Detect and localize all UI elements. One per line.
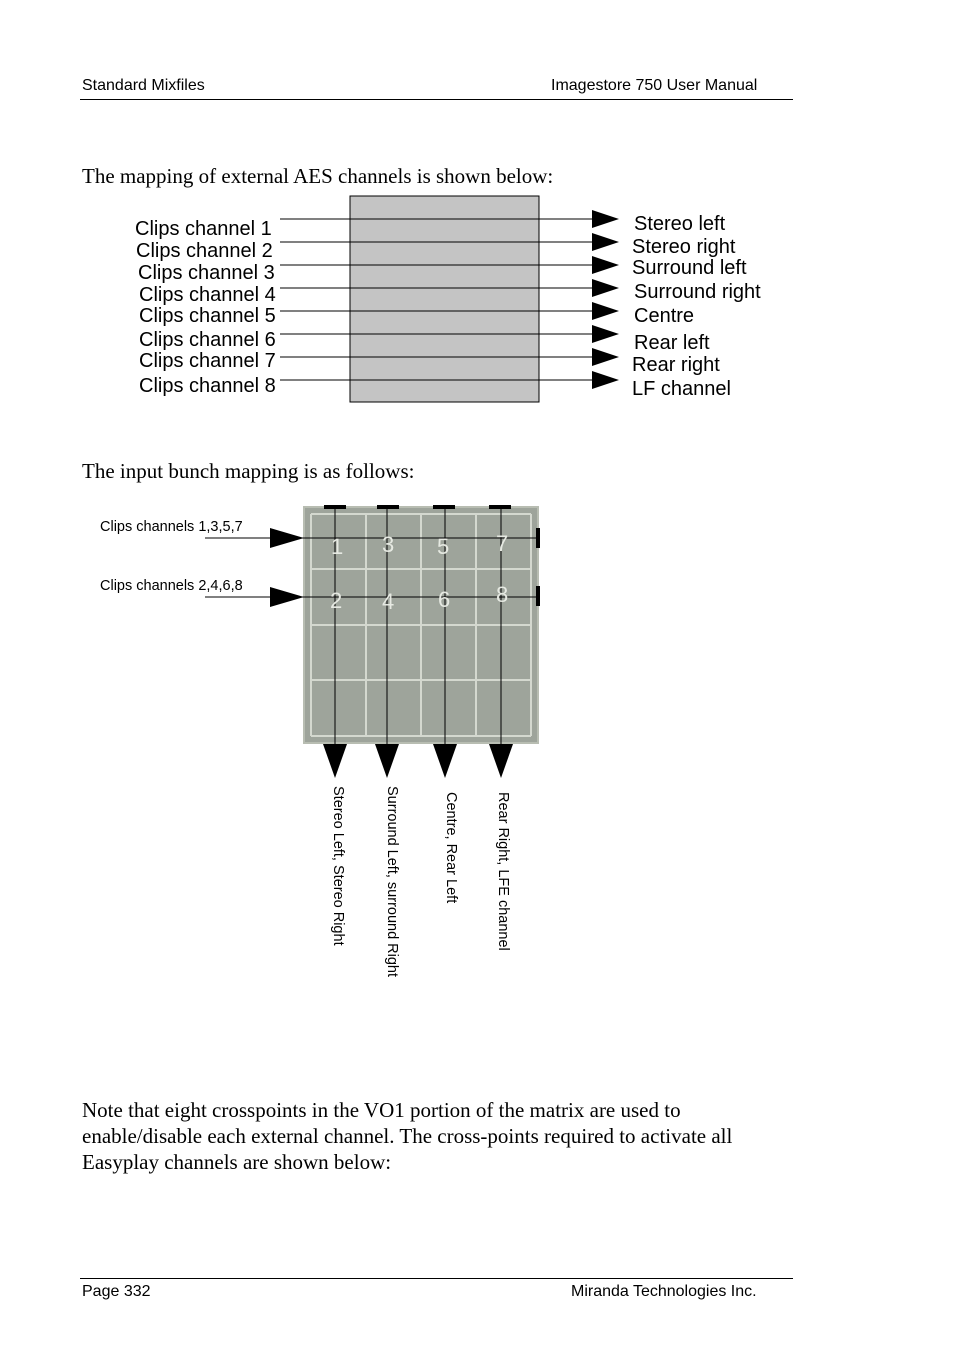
footer-rule	[80, 1278, 793, 1279]
aes-output-8: LF channel	[632, 378, 731, 400]
grid-number-6: 6	[438, 587, 451, 612]
aes-input-4: Clips channel 4	[139, 284, 276, 306]
header-left: Standard Mixfiles	[82, 77, 205, 94]
aes-input-2: Clips channel 2	[136, 240, 273, 262]
bunch-input-arrow-1	[270, 528, 304, 548]
grid-number-8: 8	[496, 582, 509, 607]
grid-number-7: 7	[496, 531, 509, 556]
aes-output-6: Rear left	[634, 332, 710, 354]
aes-output-7: Rear right	[632, 354, 720, 376]
grid-number-1: 1	[331, 534, 344, 559]
aes-input-6: Clips channel 6	[139, 329, 276, 351]
aes-output-4: Surround right	[634, 281, 761, 303]
bunch-output-arrow-1	[323, 744, 347, 778]
header-right: Imagestore 750 User Manual	[551, 77, 758, 94]
bunch-input-label-2: Clips channels 2,4,6,8	[100, 578, 243, 594]
bunch-output-arrow-3	[433, 744, 457, 778]
aes-intro-text: The mapping of external AES channels is shown below:	[82, 164, 554, 188]
aes-output-1: Stereo left	[634, 213, 726, 235]
aes-input-3: Clips channel 3	[138, 262, 275, 284]
bunch-output-arrow-2	[375, 744, 399, 778]
grid-number-4: 4	[382, 589, 395, 614]
note-paragraph: Note that eight crosspoints in the VO1 portion of the matrix are used to enable/disable each external channel. The cross-points required to activate all Easyplay channels are shown below:	[82, 1098, 733, 1174]
bunch-output-label-3: Centre, Rear Left	[443, 792, 459, 904]
aes-output-3: Surround left	[632, 257, 747, 279]
aes-output-5: Centre	[634, 305, 695, 327]
aes-input-8: Clips channel 8	[139, 375, 276, 397]
bunch-output-label-2: Surround Left, surround Right	[384, 786, 400, 978]
aes-output-2: Stereo right	[632, 236, 736, 258]
bunch-output-label-4: Rear Right, LFE channel	[495, 792, 511, 951]
bunch-input-arrow-2	[270, 587, 304, 607]
aes-input-1: Clips channel 1	[135, 218, 272, 240]
bunch-intro-text: The input bunch mapping is as follows:	[82, 459, 415, 483]
bunch-input-label-1: Clips channels 1,3,5,7	[100, 519, 243, 535]
footer-right: Miranda Technologies Inc.	[571, 1283, 757, 1300]
grid-number-3: 3	[382, 532, 395, 557]
bunch-output-label-1: Stereo Left, Stereo Right	[330, 786, 346, 946]
bunch-output-arrow-4	[489, 744, 513, 778]
grid-number-5: 5	[437, 534, 450, 559]
aes-input-5: Clips channel 5	[139, 305, 276, 327]
aes-input-7: Clips channel 7	[139, 350, 276, 372]
grid-number-2: 2	[330, 588, 343, 613]
footer-left: Page 332	[82, 1283, 151, 1300]
